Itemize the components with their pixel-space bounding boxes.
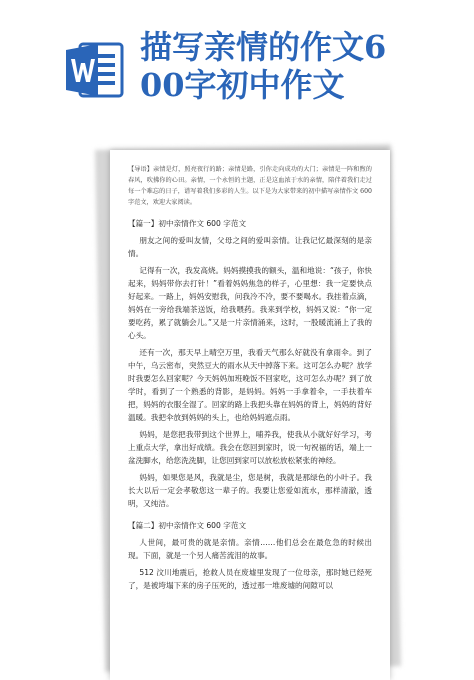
section-heading-2: 【篇二】初中亲情作文 600 字范文 bbox=[128, 521, 247, 530]
paragraph: 512 汶川地震后，抢救人员在废墟里发现了一位母亲，那时她已经死了，是被垮塌下来的房子压死的，透过那一堆废墟的间隙可以 bbox=[128, 568, 372, 590]
paragraph: 妈妈，是您把我带到这个世界上，哺养我，使我从小就好好学习，考上重点大学，拿出好成绩。我会在您回到家时，说一句祝福的话，端上一盆洗脚水，给您洗洗脚，让您回到家可以放松放松紧张的神经。 bbox=[128, 430, 372, 465]
paragraph: 妈妈，如果您是风，我就是尘，您是树，我就是那绿色的小叶子。我长大以后一定会孝敬您这一辈子的。我要让您爱如流水，那样清澈，透明，又纯洁。 bbox=[128, 473, 372, 508]
paragraph: 人世间，最可贵的就是亲情。亲情……他们总会在最危急的时候出现。下面，就是一个另人痛苦流泪的故事。 bbox=[128, 538, 372, 560]
paragraph: 朋友之间的爱叫友情，父母之间的爱叫亲情。让我记忆最深刻的是亲情。 bbox=[128, 236, 372, 258]
paragraph: 还有一次，那天早上晴空万里，我看天气那么好就没有拿雨伞。到了中午，乌云密布，突然豆大的雨水从天中掉落下来。这可怎么办呢？放学时我要怎么回家呢？今天妈妈加班晚饭不回家吃，这可怎么办呢？到了放学时，看到了一个熟悉的背影，是妈妈。妈妈一手拿着伞，一手扶着车把，妈妈的衣服全湿了。回家的路上我把头靠在妈妈的背上，妈妈的背好温暖。我把伞放到妈妈的头上，也给妈妈遮点雨。 bbox=[128, 348, 372, 422]
intro-paragraph: 【导语】亲情是灯，照亮夜行的路；亲情是路，引你走向成功的大门；亲情是一阵和煦的春风，吹拂你的心田。亲情，一个永恒的主题，正是这血浓于水的亲情，陪伴着我们走过每一个难忘的日子，谱写着我们多彩的人生。以下是为大家带来的初中描写亲情作文 600 字范文，欢迎大家阅读。 bbox=[128, 166, 372, 206]
document-title: 描写亲情的作文6 00字初中作文 bbox=[140, 28, 387, 104]
document-page bbox=[110, 150, 390, 680]
section-heading-1: 【篇一】初中亲情作文 600 字范文 bbox=[128, 219, 247, 228]
paragraph: 记得有一次，我发高烧。妈妈摸摸我的额头，温和地说：“孩子，你快起来，妈妈带你去打针！”看着妈妈焦急的样子，心里想：我一定要快点好起来。一路上，妈妈安慰我，问我冷不冷，要不要喝水。我挂着点滴，妈妈在一旁给我端茶送饭，给我喂药。我来到学校，妈妈又说：“你一定要吃药，累了就躺会儿。”又是一片亲情涌来，这时，一股暖流涌上了我的心头。 bbox=[128, 266, 372, 340]
header-banner bbox=[0, 0, 474, 118]
word-document-icon bbox=[62, 38, 126, 102]
